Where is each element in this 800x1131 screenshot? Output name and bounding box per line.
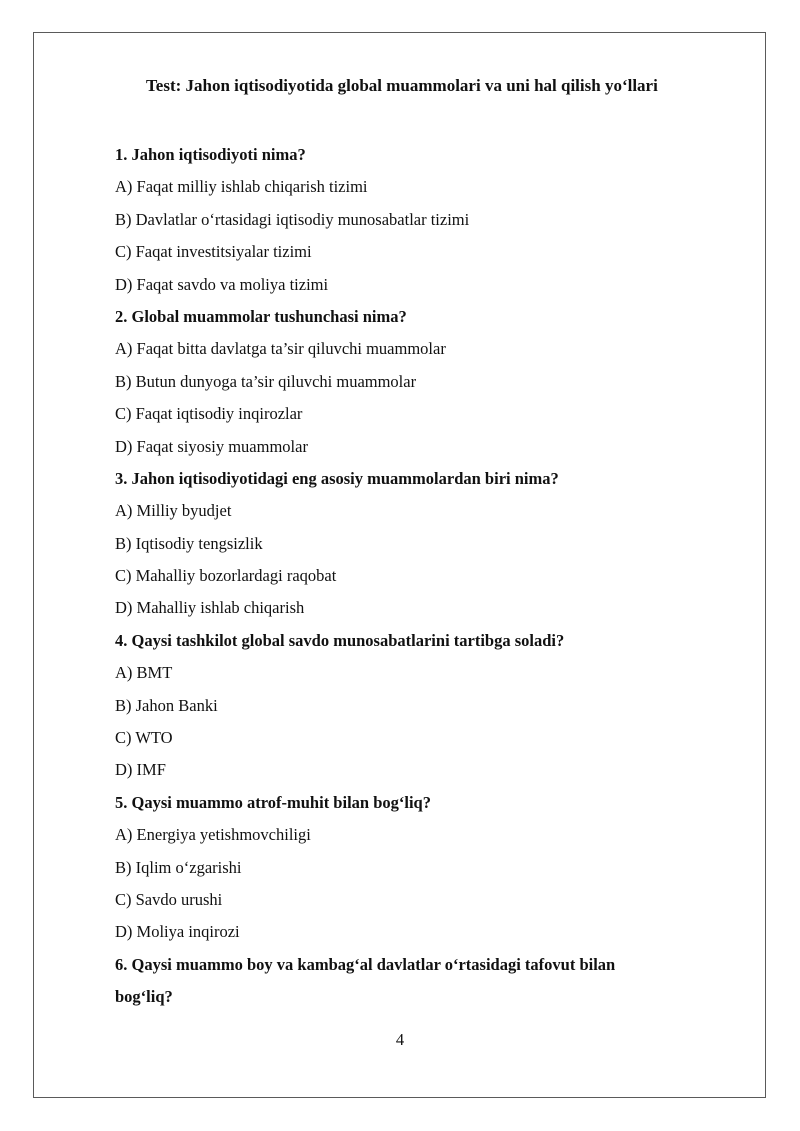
- question-2-option-d: D) Faqat siyosiy muammolar: [115, 436, 308, 456]
- question-1: 1. Jahon iqtisodiyoti nima?: [115, 145, 306, 164]
- question-3-option-d: D) Mahalliy ishlab chiqarish: [115, 598, 305, 618]
- question-1-option-b: B) Davlatlar o‘rtasidagi iqtisodiy munosabatlar tizimi: [115, 209, 470, 229]
- question-4-option-d: D) IMF: [115, 760, 166, 780]
- question-3-option-c: C) Mahalliy bozorlardagi raqobat: [115, 566, 337, 586]
- question-5-option-b: B) Iqlim o‘zgarishi: [115, 857, 242, 877]
- question-5-option-a: A) Energiya yetishmovchiligi: [115, 825, 311, 845]
- question-1-option-c: C) Faqat investitsiyalar tizimi: [115, 242, 312, 262]
- page-number: 4: [395, 1030, 405, 1049]
- question-1-option-a: A) Faqat milliy ishlab chiqarish tizimi: [115, 177, 368, 197]
- question-2-option-b: B) Butun dunyoga ta’sir qiluvchi muammolar: [115, 371, 417, 391]
- question-5-option-d: D) Moliya inqirozi: [115, 922, 240, 942]
- question-2: 2. Global muammolar tushunchasi nima?: [115, 306, 407, 326]
- question-2-option-a: A) Faqat bitta davlatga ta’sir qiluvchi muammolar: [115, 339, 446, 359]
- question-4: 4. Qaysi tashkilot global savdo munosabatlarini tartibga soladi?: [115, 630, 565, 650]
- question-4-option-a: A) BMT: [115, 663, 173, 683]
- question-4-option-b: B) Jahon Banki: [115, 695, 218, 715]
- question-5-option-c: C) Savdo urushi: [115, 889, 223, 909]
- question-4-option-c: C) WTO: [115, 728, 173, 748]
- question-5: 5. Qaysi muammo atrof-muhit bilan bog‘liq?: [115, 792, 431, 812]
- question-1-option-d: D) Faqat savdo va moliya tizimi: [115, 274, 329, 294]
- question-3-option-b: B) Iqtisodiy tengsizlik: [115, 533, 263, 553]
- question-6-line-1: 6. Qaysi muammo boy va kambag‘al davlatlar o‘rtasidagi tafovut bilan: [115, 954, 616, 974]
- question-list: [115, 139, 715, 1014]
- document-title: Test: Jahon iqtisodiyotida global muammolari va uni hal qilish yo‘llari: [146, 76, 658, 95]
- question-3-option-a: A) Milliy byudjet: [115, 501, 232, 521]
- question-2-option-c: C) Faqat iqtisodiy inqirozlar: [115, 404, 303, 424]
- question-6-line-2: bog‘liq?: [115, 987, 173, 1007]
- question-3: 3. Jahon iqtisodiyotidagi eng asosiy muammolardan biri nima?: [115, 468, 559, 488]
